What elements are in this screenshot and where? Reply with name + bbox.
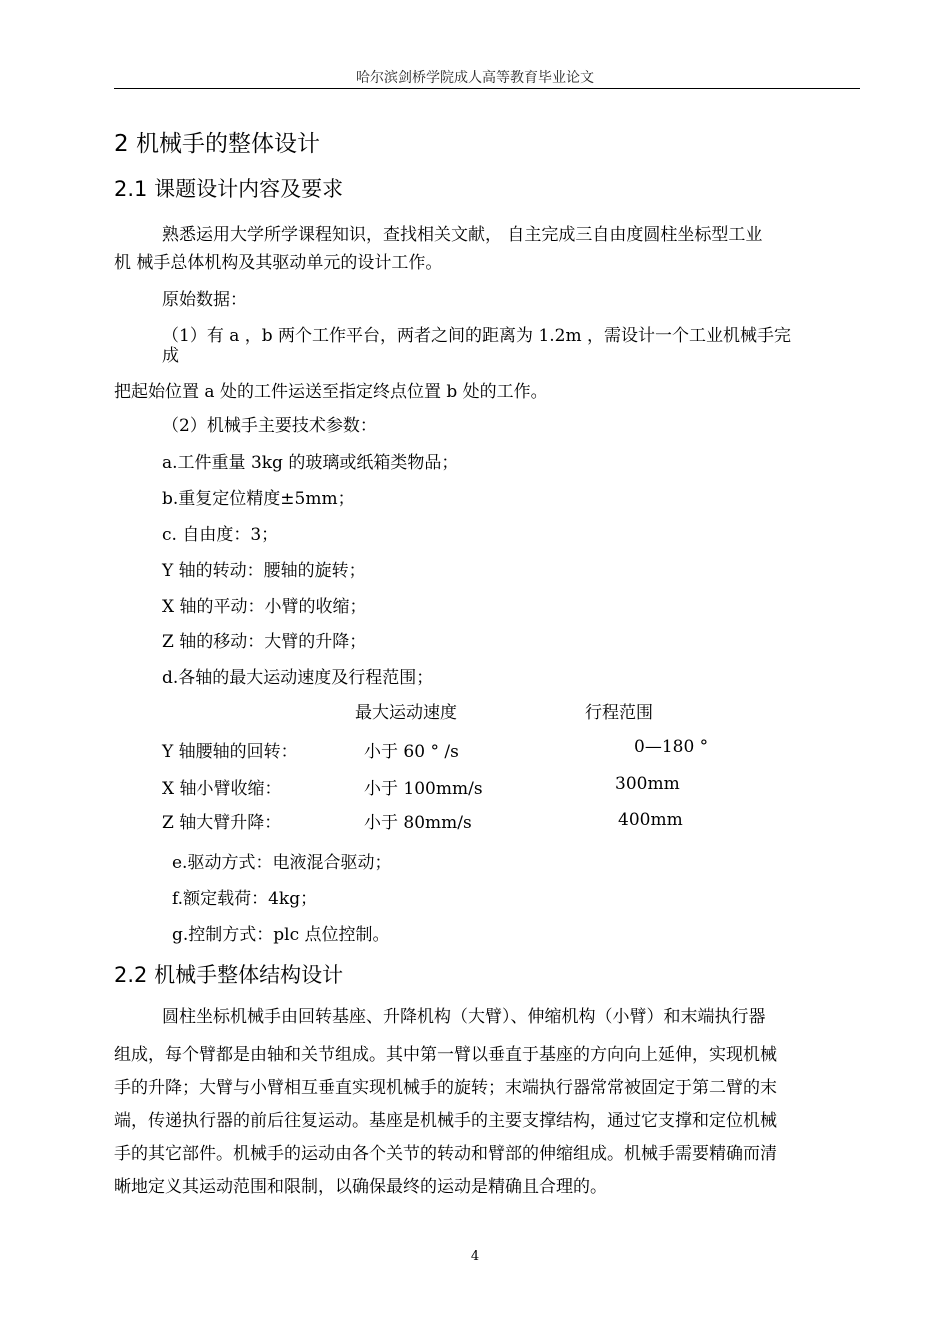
table-cell-range: 300mm [615, 774, 680, 794]
section-title-2-2: 2.2 机械手整体结构设计 [114, 963, 344, 987]
page-number: 4 [470, 1249, 480, 1264]
body-line: 晰地定义其运动范围和限制，以确保最终的运动是精确且合理的。 [114, 1177, 607, 1197]
intro-line: 机 械手总体机构及其驱动单元的设计工作。 [114, 253, 443, 273]
table-cell-speed: 小于 100mm/s [364, 779, 483, 799]
table-cell-speed: 小于 80mm/s [364, 813, 472, 833]
body-line: 圆柱坐标机械手由回转基座、升降机构（大臂）、伸缩机构（小臂）和末端执行器 [162, 1007, 766, 1027]
header-rule [114, 88, 860, 89]
body-line: 手的其它部件。机械手的运动由各个关节的转动和臂部的伸缩组成。机械手需要精确而清 [114, 1144, 777, 1164]
intro-line: 熟悉运用大学所学课程知识，查找相关文献， 自主完成三自由度圆柱坐标型工业 [162, 225, 763, 245]
item1-line: 成 [162, 346, 179, 366]
running-header: 哈尔滨剑桥学院成人高等教育毕业论文 [356, 70, 594, 86]
body-line: 端，传递执行器的前后往复运动。基座是机械手的主要支撑结构，通过它支撑和定位机械 [114, 1111, 777, 1131]
param-g: g.控制方式：plc 点位控制。 [172, 925, 390, 945]
axis-z: Z 轴的移动：大臂的升降； [162, 632, 367, 652]
param-d: d.各轴的最大运动速度及行程范围； [162, 668, 434, 688]
table-cell-axis: Z 轴大臂升降： [162, 813, 282, 833]
param-c: c. 自由度：3； [162, 525, 279, 545]
body-line: 组成，每个臂都是由轴和关节组成。其中第一臂以垂直于基座的方向向上延伸，实现机械 [114, 1045, 777, 1065]
item1-line: 把起始位置 a 处的工件运送至指定终点位置 b 处的工作。 [114, 382, 548, 402]
item2: （2）机械手主要技术参数： [162, 416, 377, 436]
table-header-range: 行程范围 [585, 703, 653, 723]
table-cell-range: 0—180 ° [634, 737, 709, 757]
param-a: a.工件重量 3kg 的玻璃或纸箱类物品； [162, 453, 459, 473]
raw-data-label: 原始数据： [162, 290, 247, 310]
table-cell-speed: 小于 60 ° /s [364, 742, 459, 762]
chapter-title: 2 机械手的整体设计 [114, 131, 320, 157]
table-cell-axis: X 轴小臂收缩： [162, 779, 282, 799]
body-line: 手的升降；大臂与小臂相互垂直实现机械手的旋转；末端执行器常常被固定于第二臂的末 [114, 1078, 777, 1098]
axis-y: Y 轴的转动：腰轴的旋转； [162, 561, 366, 581]
param-b: b.重复定位精度±5mm； [162, 489, 355, 509]
table-cell-range: 400mm [618, 810, 683, 830]
param-f: f.额定载荷：4kg； [172, 889, 318, 909]
item1-line: （1）有 a ，b 两个工作平台，两者之间的距离为 1.2m ，需设计一个工业机械手完 [162, 326, 792, 346]
param-e: e.驱动方式：电液混合驱动； [172, 853, 392, 873]
section-title-2-1: 2.1 课题设计内容及要求 [114, 177, 344, 201]
table-header-speed: 最大运动速度 [355, 703, 457, 723]
table-cell-axis: Y 轴腰轴的回转： [162, 742, 298, 762]
axis-x: X 轴的平动：小臂的收缩； [162, 597, 367, 617]
